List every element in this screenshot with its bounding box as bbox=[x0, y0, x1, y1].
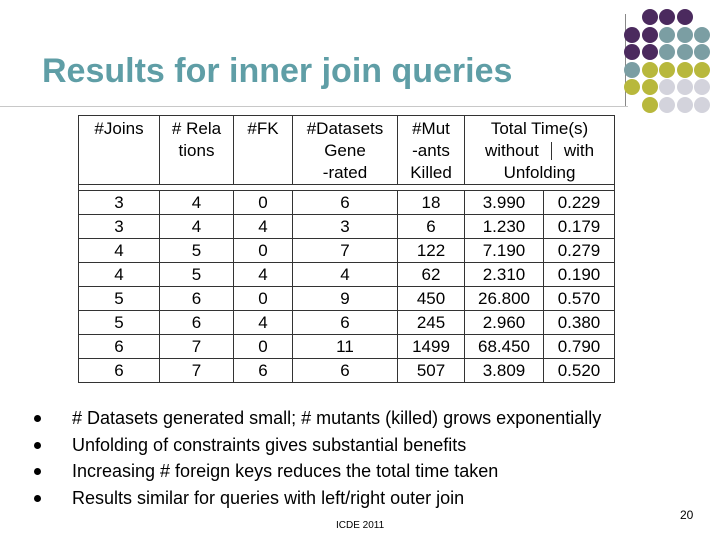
table-cell: 0 bbox=[234, 191, 293, 215]
table-cell: 6 bbox=[79, 335, 160, 359]
decorative-dot bbox=[624, 27, 640, 43]
bullet-text: Results similar for queries with left/right outer join bbox=[72, 487, 465, 508]
header-without: without bbox=[484, 141, 539, 160]
table-cell: 0.790 bbox=[544, 335, 615, 359]
table-cell: 7.190 bbox=[465, 239, 544, 263]
decorative-dot bbox=[677, 97, 693, 113]
decorative-dot bbox=[677, 44, 693, 60]
bullet-dot-icon bbox=[34, 415, 41, 422]
bullet-item bbox=[34, 405, 601, 432]
bullet-list bbox=[34, 405, 601, 511]
table-cell: 1.230 bbox=[465, 215, 544, 239]
page-number: 20 bbox=[680, 508, 694, 522]
table-cell: 0.179 bbox=[544, 215, 615, 239]
table-cell: 3 bbox=[293, 215, 398, 239]
table-cell: 3 bbox=[79, 215, 160, 239]
table-row bbox=[79, 191, 615, 215]
table-cell: 0.190 bbox=[544, 263, 615, 287]
table-cell: 26.800 bbox=[465, 287, 544, 311]
decorative-dot bbox=[659, 27, 675, 43]
decorative-dot bbox=[694, 62, 710, 78]
table-cell: 5 bbox=[79, 311, 160, 335]
decorative-dot bbox=[694, 97, 710, 113]
bullet-text: Increasing # foreign keys reduces the total time taken bbox=[72, 461, 499, 481]
bullet-dot-icon bbox=[34, 495, 41, 502]
header-joins: #Joins bbox=[79, 116, 160, 185]
table-cell: 6 bbox=[293, 191, 398, 215]
table-cell: 507 bbox=[398, 359, 465, 383]
decorative-dot bbox=[659, 97, 675, 113]
table-cell: 4 bbox=[79, 263, 160, 287]
table-cell: 7 bbox=[160, 335, 234, 359]
table-cell: 9 bbox=[293, 287, 398, 311]
table-row bbox=[79, 311, 615, 335]
decorative-dot bbox=[642, 97, 658, 113]
table-cell: 450 bbox=[398, 287, 465, 311]
table-cell: 6 bbox=[234, 359, 293, 383]
decorative-dot bbox=[642, 9, 658, 25]
table-cell: 3.809 bbox=[465, 359, 544, 383]
table-cell: 6 bbox=[160, 287, 234, 311]
table-cell: 68.450 bbox=[465, 335, 544, 359]
table-cell: 1499 bbox=[398, 335, 465, 359]
table-row bbox=[79, 335, 615, 359]
table-cell: 18 bbox=[398, 191, 465, 215]
decorative-dot bbox=[624, 62, 640, 78]
header-relations: # Rela tions bbox=[160, 116, 234, 185]
table-cell: 62 bbox=[398, 263, 465, 287]
decorative-dot bbox=[677, 79, 693, 95]
slide-title: Results for inner join queries bbox=[42, 52, 513, 90]
decorative-dot bbox=[677, 9, 693, 25]
decorative-dot bbox=[642, 27, 658, 43]
table-cell: 4 bbox=[234, 311, 293, 335]
table-cell: 0 bbox=[234, 335, 293, 359]
table-cell: 6 bbox=[160, 311, 234, 335]
bullet-item bbox=[34, 458, 601, 485]
table-cell: 0.380 bbox=[544, 311, 615, 335]
table-cell: 7 bbox=[293, 239, 398, 263]
table-body bbox=[79, 191, 615, 383]
header-datasets-generated: #Datasets Gene -rated bbox=[293, 116, 398, 185]
table-cell: 5 bbox=[79, 287, 160, 311]
bullet-text: Unfolding of constraints gives substantial benefits bbox=[72, 434, 467, 455]
decorative-dot bbox=[677, 27, 693, 43]
table-cell: 122 bbox=[398, 239, 465, 263]
decorative-dot bbox=[642, 44, 658, 60]
table-cell: 11 bbox=[293, 335, 398, 359]
decorative-dot bbox=[659, 9, 675, 25]
decorative-dot bbox=[659, 79, 675, 95]
bullet-dot-icon bbox=[34, 468, 41, 475]
table-cell: 6 bbox=[293, 311, 398, 335]
table-cell: 245 bbox=[398, 311, 465, 335]
table-cell: 0.520 bbox=[544, 359, 615, 383]
table-cell: 7 bbox=[160, 359, 234, 383]
table-cell: 0 bbox=[234, 287, 293, 311]
table-row bbox=[79, 215, 615, 239]
bullet-item bbox=[34, 485, 601, 512]
table-cell: 3.990 bbox=[465, 191, 544, 215]
table-cell: 6 bbox=[398, 215, 465, 239]
table-cell: 6 bbox=[79, 359, 160, 383]
decorative-dot bbox=[624, 44, 640, 60]
decorative-dot bbox=[642, 62, 658, 78]
table-cell: 2.310 bbox=[465, 263, 544, 287]
header-total-time: Total Time(s) without with Unfolding bbox=[465, 116, 615, 185]
decorative-dot bbox=[624, 79, 640, 95]
header-split-divider bbox=[551, 142, 552, 160]
table-cell: 3 bbox=[79, 191, 160, 215]
table-cell: 6 bbox=[293, 359, 398, 383]
results-table bbox=[78, 115, 615, 383]
decorative-dot bbox=[677, 62, 693, 78]
header-with: with bbox=[563, 141, 595, 160]
table-cell: 4 bbox=[160, 215, 234, 239]
bullet-text: # Datasets generated small; # mutants (killed) grows exponentially bbox=[72, 408, 602, 428]
header-mutants-killed: #Mut -ants Killed bbox=[398, 116, 465, 185]
decorative-dot bbox=[694, 27, 710, 43]
decorative-dot bbox=[642, 79, 658, 95]
table-cell: 0.570 bbox=[544, 287, 615, 311]
table-cell: 0.279 bbox=[544, 239, 615, 263]
table-cell: 0 bbox=[234, 239, 293, 263]
table-cell: 0.229 bbox=[544, 191, 615, 215]
footer-venue: ICDE 2011 bbox=[336, 520, 385, 531]
table-row bbox=[79, 359, 615, 383]
table-cell: 4 bbox=[79, 239, 160, 263]
table-cell: 5 bbox=[160, 263, 234, 287]
decorative-dot bbox=[659, 62, 675, 78]
table-cell: 5 bbox=[160, 239, 234, 263]
table-row bbox=[79, 263, 615, 287]
table-cell: 4 bbox=[234, 263, 293, 287]
table-cell: 4 bbox=[293, 263, 398, 287]
header-unfolding: Unfolding bbox=[503, 163, 576, 182]
bullet-dot-icon bbox=[34, 442, 41, 449]
bullet-item bbox=[34, 432, 601, 459]
table-row bbox=[79, 287, 615, 311]
decorative-dot bbox=[694, 44, 710, 60]
table-cell: 2.960 bbox=[465, 311, 544, 335]
table-row bbox=[79, 239, 615, 263]
table-header-row bbox=[79, 116, 615, 185]
header-total-time-split bbox=[465, 140, 614, 162]
title-divider-horizontal bbox=[0, 106, 628, 107]
decorative-dot bbox=[694, 79, 710, 95]
table-cell: 4 bbox=[234, 215, 293, 239]
table-cell: 4 bbox=[160, 191, 234, 215]
decorative-dot bbox=[659, 44, 675, 60]
header-fk: #FK bbox=[234, 116, 293, 185]
